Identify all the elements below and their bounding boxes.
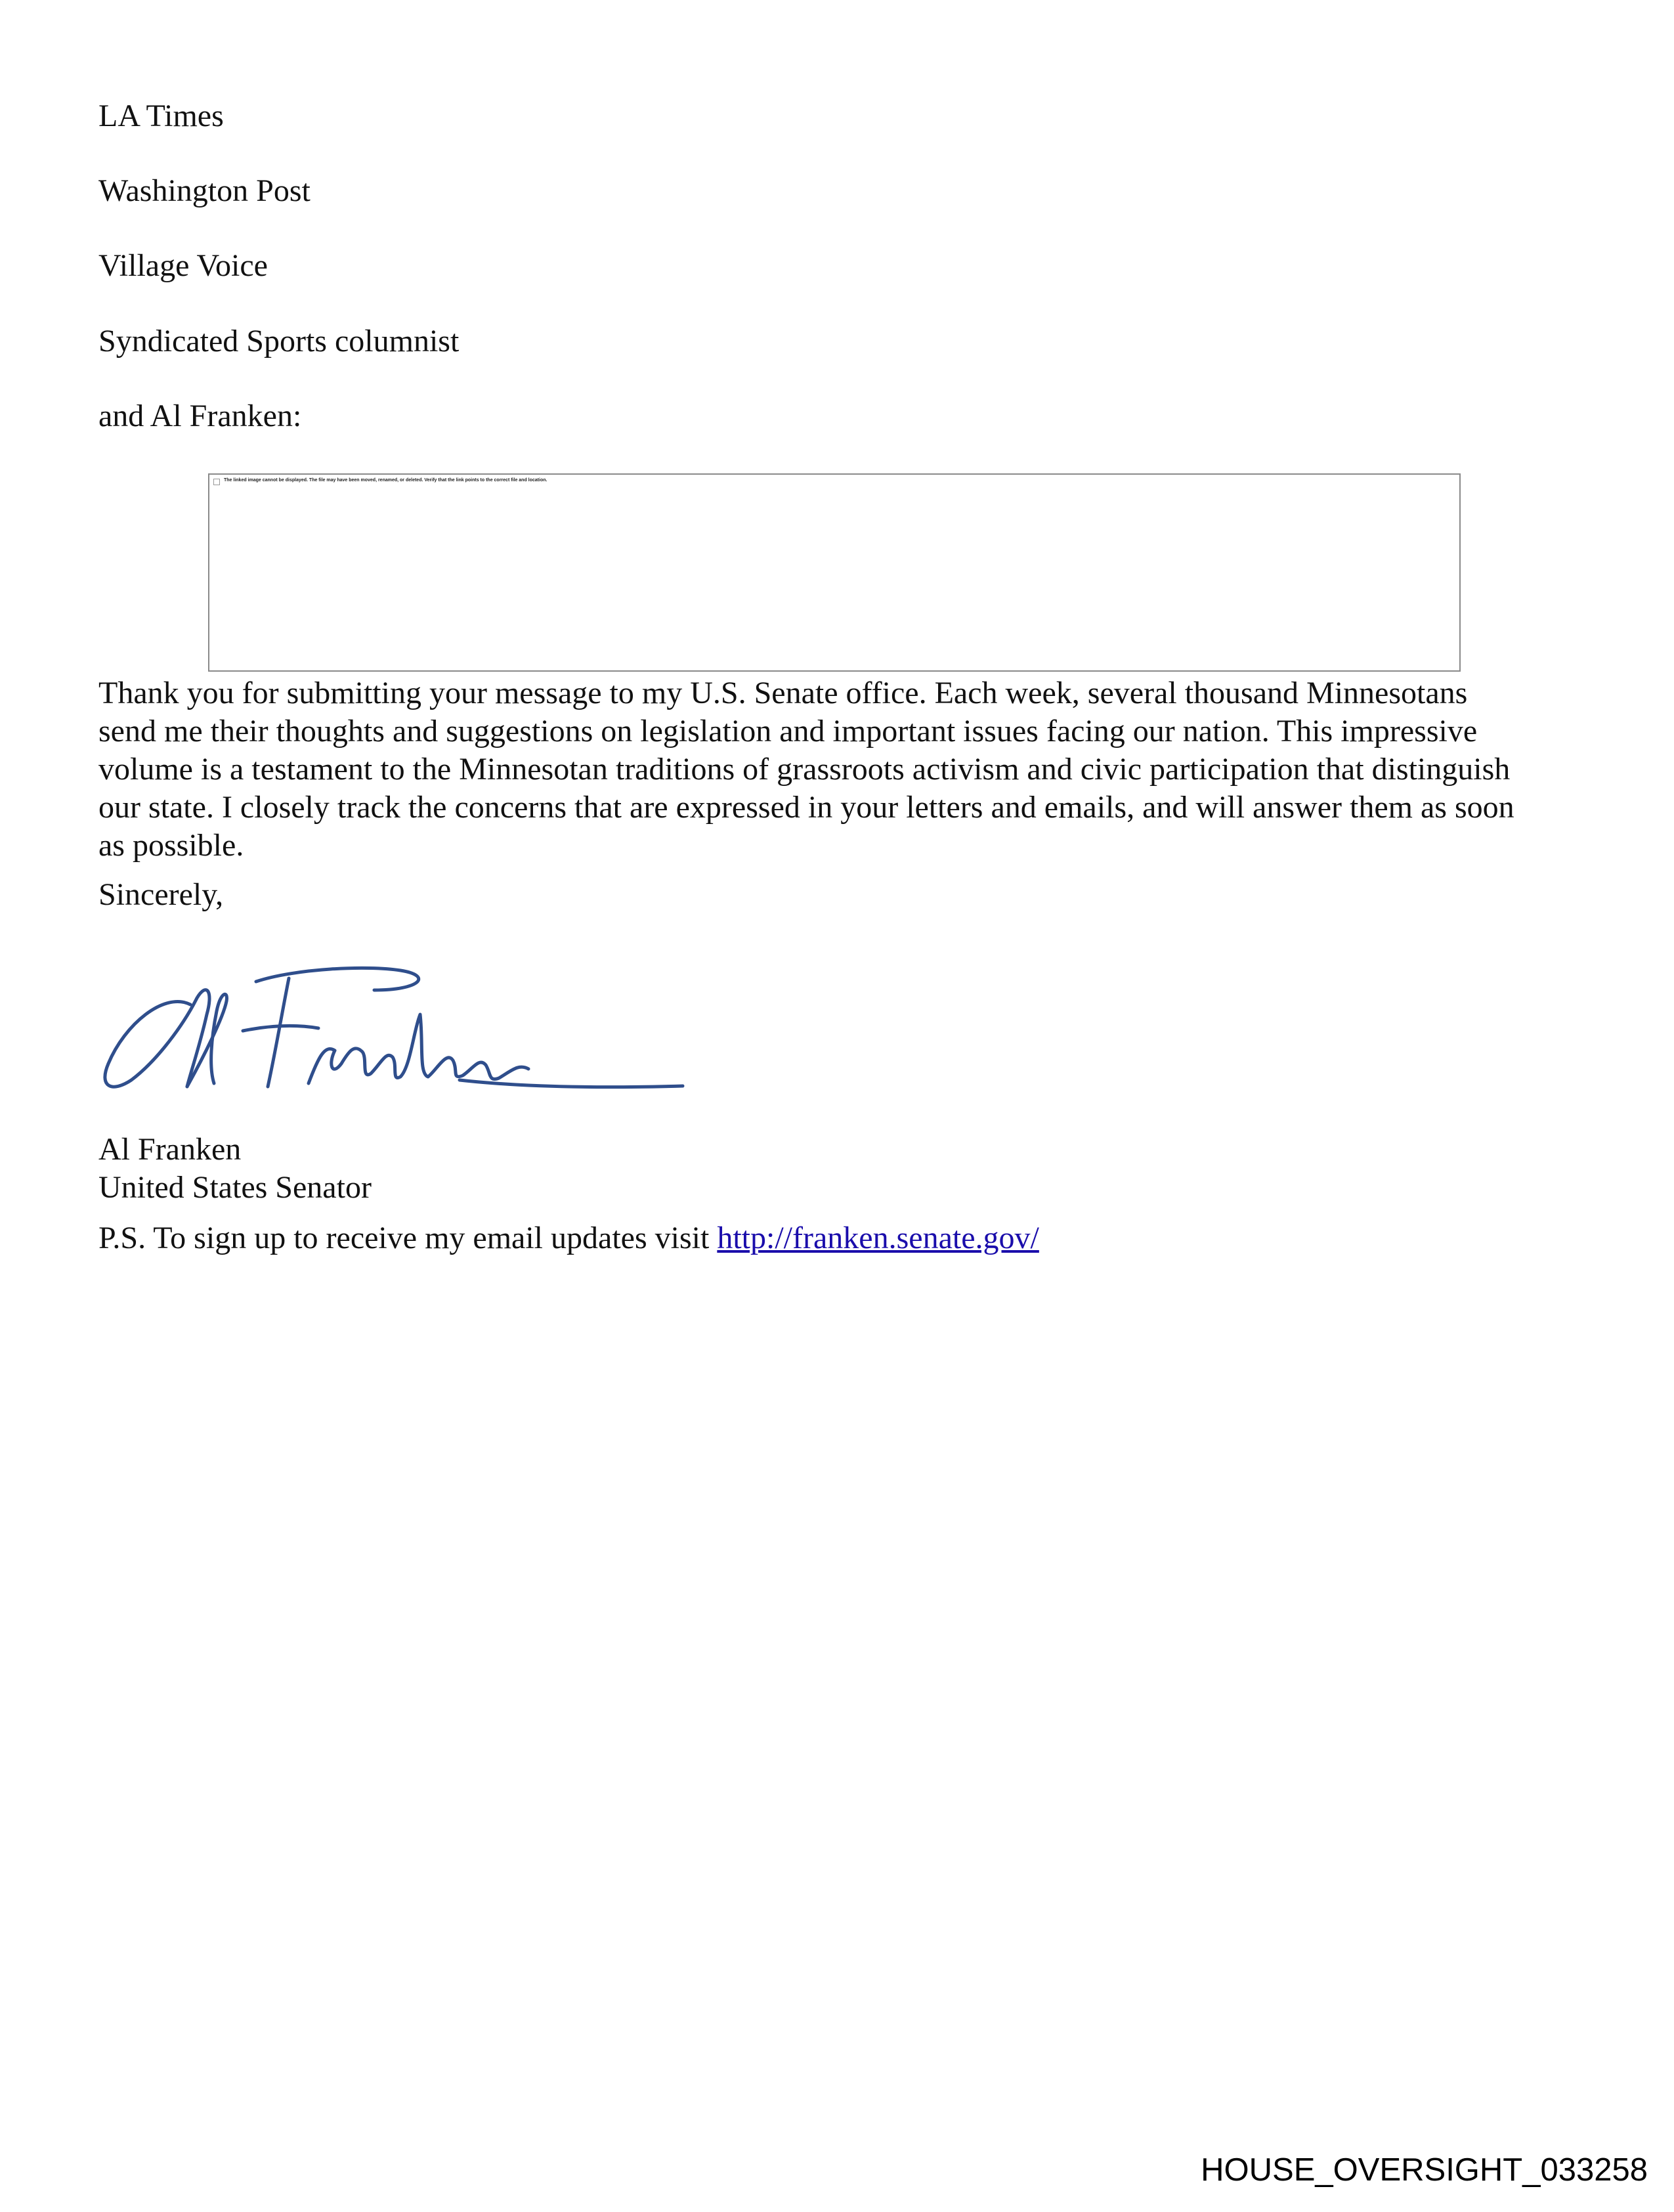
franken-senate-link[interactable]: http://franken.senate.gov/ (717, 1221, 1039, 1255)
signer-title: United States Senator (98, 1170, 372, 1205)
signature-image (92, 952, 696, 1103)
broken-image-placeholder (208, 473, 1461, 672)
letter-body (98, 674, 1582, 865)
body-line: volume is a testament to the Minnesotan traditions of grassroots activism and civic participation that distinguish (98, 752, 1511, 787)
recipient-sports-columnist: Syndicated Sports columnist (98, 324, 460, 358)
body-line: as possible. (98, 828, 244, 863)
salutation: and Al Franken: (98, 399, 302, 433)
closing: Sincerely, (98, 877, 224, 912)
recipient-la-times: LA Times (98, 98, 224, 133)
broken-image-icon (213, 479, 220, 485)
postscript-text: P.S. To sign up to receive my email updates visit (98, 1221, 718, 1255)
recipient-washington-post: Washington Post (98, 173, 311, 208)
signature-strokes (105, 968, 683, 1087)
body-line: our state. I closely track the concerns that are expressed in your letters and emails, and will answer them as soon (98, 790, 1514, 825)
body-line: send me their thoughts and suggestions on legislation and important issues facing our nation. This impressive (98, 714, 1478, 748)
postscript (98, 1219, 1039, 1257)
bates-number: HOUSE_OVERSIGHT_033258 (1201, 2152, 1648, 2188)
broken-image-alt-text: The linked image cannot be displayed. The file may have been moved, renamed, or deleted. Verify that the link points to the correct file and location. (224, 478, 547, 483)
recipient-village-voice: Village Voice (98, 248, 268, 283)
signer-name: Al Franken (98, 1132, 242, 1167)
body-line: Thank you for submitting your message to my U.S. Senate office. Each week, several thousand Minnesotans (98, 676, 1468, 710)
